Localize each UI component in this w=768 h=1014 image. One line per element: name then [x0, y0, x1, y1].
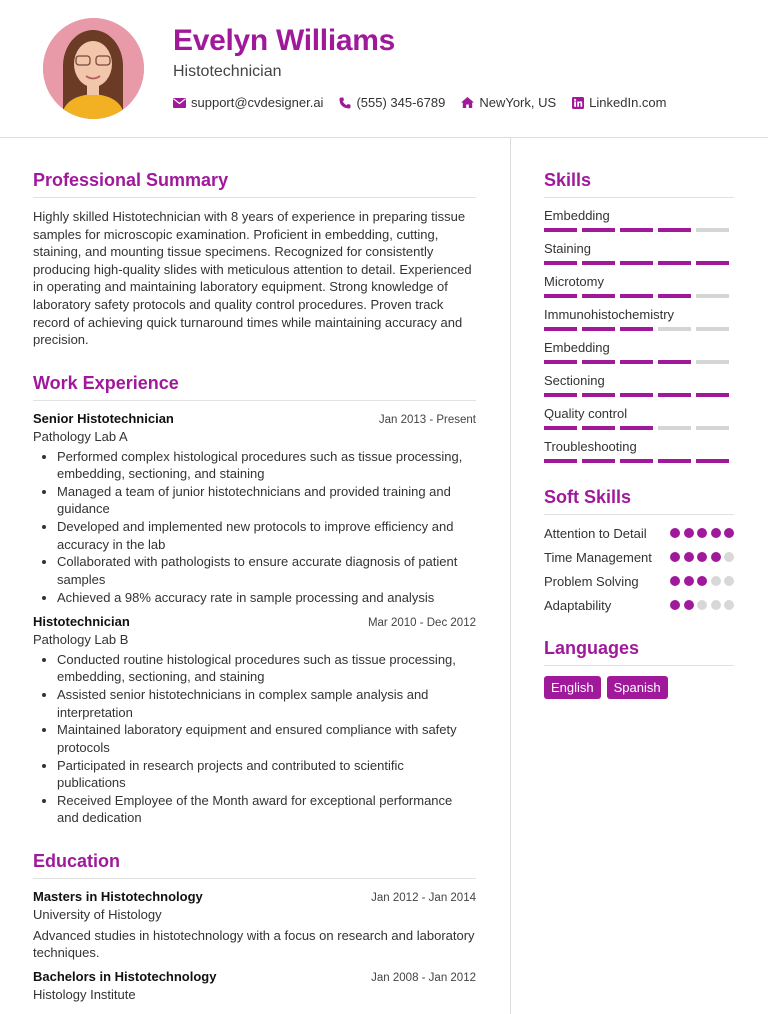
skill-level-segment	[544, 426, 577, 430]
rating-dot	[724, 528, 734, 538]
skill-level-bar	[544, 327, 734, 331]
skill-item	[544, 439, 734, 463]
soft-skill-item	[544, 549, 734, 566]
job-title: Senior Histotechnician	[33, 410, 174, 426]
summary-heading: Professional Summary	[33, 170, 476, 198]
soft-skill-name: Adaptability	[544, 598, 612, 613]
skill-level-segment	[658, 393, 691, 397]
school-name: University of Histology	[33, 906, 162, 922]
soft-skill-rating	[667, 597, 735, 610]
skill-level-segment	[582, 393, 615, 397]
skill-level-bar	[544, 459, 734, 463]
job-bullet: • Developed and implemented new protocols to improve efficiency and accuracy in the lab	[57, 518, 476, 553]
job-title: Histotechnician	[33, 613, 130, 629]
education-entry	[33, 969, 476, 1002]
language-chip: English	[544, 676, 601, 699]
job-bullet: • Achieved a 98% accuracy rate in sample processing and analysis	[57, 589, 476, 606]
skill-level-segment	[658, 426, 691, 430]
column-divider	[510, 138, 511, 1014]
skill-level-segment	[582, 360, 615, 364]
skill-level-segment	[544, 327, 577, 331]
rating-dot	[684, 528, 694, 538]
rating-dot	[684, 552, 694, 562]
skill-level-segment	[544, 261, 577, 265]
education-date: Jan 2012 - Jan 2014	[371, 891, 476, 904]
skill-level-bar	[544, 294, 734, 298]
soft-skill-rating	[667, 549, 735, 562]
job-date: Mar 2010 - Dec 2012	[367, 616, 476, 629]
skill-level-segment	[696, 261, 729, 265]
job-bullet: • Conducted routine histological procedures such as tissue processing, embedding, sectioning, and staining	[57, 651, 476, 686]
rating-dot	[724, 552, 734, 562]
skill-level-segment	[544, 294, 577, 298]
skill-item	[544, 241, 734, 265]
skill-level-segment	[620, 393, 653, 397]
skill-name: Troubleshooting	[544, 439, 637, 454]
education-date: Jan 2008 - Jan 2012	[371, 972, 476, 985]
rating-dot	[670, 528, 680, 538]
degree-title: Bachelors in Histotechnology	[33, 969, 217, 985]
school-name: Histology Institute	[33, 987, 136, 1003]
rating-dot	[697, 576, 707, 586]
education-entry	[33, 889, 476, 962]
contact-phone[interactable]	[339, 95, 445, 110]
degree-title: Masters in Histotechnology	[33, 888, 203, 904]
skill-level-segment	[620, 327, 653, 331]
skill-item	[544, 340, 734, 364]
skill-level-segment	[696, 294, 729, 298]
skill-item	[544, 406, 734, 430]
skill-level-bar	[544, 360, 734, 364]
skill-level-bar	[544, 426, 734, 430]
soft-skill-name: Time Management	[544, 550, 652, 565]
contact-location	[461, 95, 556, 110]
job-company: Pathology Lab B	[33, 631, 129, 647]
skill-level-segment	[544, 459, 577, 463]
languages-list	[544, 676, 734, 699]
rating-dot	[670, 552, 680, 562]
job-bullets	[33, 651, 476, 827]
rating-dot	[697, 528, 707, 538]
resume-header	[0, 0, 768, 138]
summary-text: Highly skilled Histotechnician with 8 years of experience in preparing tissue samples for microscopic examination. Proficient in embedding, cutting, staining, and mounting tissue specimens. Recognized for consistently producing high-quality slides with meticulous attention to detail. Experienced in operating and maintaining laboratory equipment. Strong knowledge of laboratory safety protocols and quality control procedures. Proven track record of achieving quick turnaround times while maintaining accuracy and precision.	[33, 209, 472, 348]
rating-dot	[684, 576, 694, 586]
job-bullet: • Managed a team of junior histotechnicians and provided training and guidance	[57, 483, 476, 518]
skill-name: Quality control	[544, 406, 628, 421]
skill-name: Embedding	[544, 208, 610, 223]
skills-heading: Skills	[544, 170, 734, 198]
sidebar-column	[544, 170, 734, 699]
rating-dot	[697, 600, 707, 610]
skill-level-segment	[582, 294, 615, 298]
soft-skill-name: Problem Solving	[544, 574, 639, 589]
skill-level-segment	[620, 294, 653, 298]
envelope-icon	[173, 98, 186, 108]
contact-email[interactable]	[173, 95, 323, 110]
job-bullet: • Collaborated with pathologists to ensure accurate diagnosis of patient samples	[57, 553, 476, 588]
skill-level-segment	[544, 228, 577, 232]
skill-name: Sectioning	[544, 373, 605, 388]
soft-skills-heading: Soft Skills	[544, 487, 734, 515]
profile-photo	[43, 18, 144, 119]
skill-level-segment	[620, 228, 653, 232]
skill-level-bar	[544, 228, 734, 232]
soft-skill-item	[544, 525, 734, 542]
rating-dot	[711, 552, 721, 562]
rating-dot	[711, 576, 721, 586]
languages-heading: Languages	[544, 638, 734, 666]
contact-email-text: support@cvdesigner.ai	[191, 95, 324, 110]
rating-dot	[724, 576, 734, 586]
skill-level-segment	[696, 426, 729, 430]
home-icon	[461, 97, 474, 108]
skill-level-segment	[696, 228, 729, 232]
skill-level-segment	[620, 459, 653, 463]
rating-dot	[724, 600, 734, 610]
skill-level-segment	[658, 360, 691, 364]
contact-linkedin[interactable]	[572, 95, 666, 110]
skill-level-segment	[582, 327, 615, 331]
skill-level-segment	[544, 393, 577, 397]
profile-photo-illustration	[43, 18, 144, 119]
job-bullet: • Received Employee of the Month award for exceptional performance and dedication	[57, 792, 476, 827]
soft-skill-item	[544, 573, 734, 590]
skill-level-bar	[544, 393, 734, 397]
rating-dot	[670, 576, 680, 586]
experience-heading: Work Experience	[33, 373, 476, 401]
education-description: Advanced studies in histotechnology with a focus on research and laboratory techniques.	[33, 927, 475, 960]
rating-dot	[711, 600, 721, 610]
soft-skill-name: Attention to Detail	[544, 526, 647, 541]
phone-icon	[339, 97, 351, 109]
rating-dot	[697, 552, 707, 562]
skill-level-segment	[620, 360, 653, 364]
skill-item	[544, 373, 734, 397]
skill-name: Staining	[544, 241, 591, 256]
contact-bar	[173, 95, 683, 110]
rating-dot	[684, 600, 694, 610]
contact-linkedin-text: LinkedIn.com	[589, 95, 667, 110]
skills-list	[544, 208, 734, 463]
education-heading: Education	[33, 851, 476, 879]
contact-location-text: NewYork, US	[479, 95, 557, 110]
skill-level-bar	[544, 261, 734, 265]
language-chip: Spanish	[607, 676, 668, 699]
skill-level-segment	[620, 426, 653, 430]
skill-level-segment	[620, 261, 653, 265]
rating-dot	[711, 528, 721, 538]
skill-item	[544, 208, 734, 232]
skill-name: Embedding	[544, 340, 610, 355]
skill-level-segment	[658, 294, 691, 298]
job-bullet: • Maintained laboratory equipment and ensured compliance with safety protocols	[57, 721, 476, 756]
skill-level-segment	[582, 459, 615, 463]
contact-phone-text: (555) 345-6789	[356, 95, 446, 110]
job-date: Jan 2013 - Present	[378, 413, 476, 426]
skill-level-segment	[582, 261, 615, 265]
skill-name: Immunohistochemistry	[544, 307, 675, 322]
candidate-title: Histotechnician	[173, 63, 282, 80]
skill-level-segment	[658, 228, 691, 232]
skill-level-segment	[658, 459, 691, 463]
soft-skill-rating	[667, 573, 735, 586]
candidate-name: Evelyn Williams	[173, 24, 395, 57]
skill-level-segment	[696, 327, 729, 331]
skill-name: Microtomy	[544, 274, 604, 289]
job-bullet: • Participated in research projects and contributed to scientific publications	[57, 757, 476, 792]
job-bullets	[33, 448, 476, 606]
skill-level-segment	[658, 327, 691, 331]
soft-skill-item	[544, 597, 734, 614]
skill-level-segment	[658, 261, 691, 265]
job-entry	[33, 411, 476, 606]
soft-skill-rating	[667, 525, 735, 538]
job-bullet: • Performed complex histological procedures such as tissue processing, embedding, sectioning, and staining	[57, 448, 476, 483]
skill-item	[544, 274, 734, 298]
job-company: Pathology Lab A	[33, 428, 128, 444]
skill-level-segment	[696, 360, 729, 364]
skill-level-segment	[582, 426, 615, 430]
skill-level-segment	[582, 228, 615, 232]
main-column	[33, 170, 476, 1010]
job-bullet: • Assisted senior histotechnicians in complex sample analysis and interpretation	[57, 686, 476, 721]
job-entry	[33, 614, 476, 827]
linkedin-icon	[572, 97, 584, 109]
skill-level-segment	[696, 459, 729, 463]
rating-dot	[670, 600, 680, 610]
skill-item	[544, 307, 734, 331]
skill-level-segment	[544, 360, 577, 364]
skill-level-segment	[696, 393, 729, 397]
soft-skills-list	[544, 525, 734, 614]
